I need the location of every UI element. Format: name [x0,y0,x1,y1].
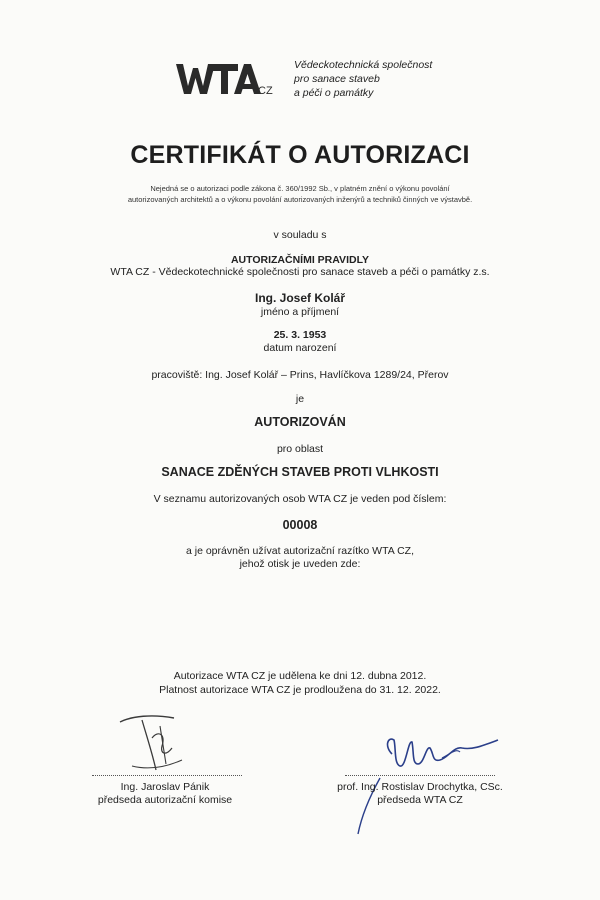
wta-logo-icon [176,60,286,100]
holder-name: Ing. Josef Kolář [254,291,346,305]
is-text: je [295,393,305,405]
certificate-title: CERTIFIKÁT O AUTORIZACI [130,141,470,169]
logo-cz-text: CZ [258,85,273,97]
left-signatory-name: Ing. Jaroslav Pánik [120,781,210,793]
left-signatory-role: předseda autorizační komise [97,794,233,806]
left-signature-line [92,775,242,776]
org-name [294,58,432,100]
right-signature [322,718,522,838]
stamp-note-line-2: jehož otisk je uveden zde: [239,558,361,570]
list-note: V seznamu autorizovaných osob WTA CZ je veden pod číslem: [153,493,447,505]
right-signatory-role: předseda WTA CZ [377,794,463,806]
rules-org: WTA CZ - Vědeckotechnické společnosti pro sanace staveb a péči o památky z.s. [110,266,490,278]
for-area-text: pro oblast [276,443,324,455]
validity-date: Platnost autorizace WTA CZ je prodloužena do 31. 12. 2022. [159,684,441,696]
registration-number: 00008 [282,518,318,532]
accordance-text: v souladu s [273,229,327,241]
authorized-area: SANACE ZDĚNÝCH STAVEB PROTI VLHKOSTI [161,465,439,479]
legal-note [0,183,600,205]
org-line-3: a péči o památky [294,87,374,99]
legal-note-line-1: Nejedná se o autorizaci podle zákona č. 360/1992 Sb., v platném znění o výkonu povolání [150,184,450,193]
org-line-2: pro sanace staveb [294,73,380,85]
right-signature-line [345,775,495,776]
birth-date: 25. 3. 1953 [273,329,327,341]
org-line-1: Vědeckotechnická společnost [294,59,433,71]
rules-heading: AUTORIZAČNÍMI PRAVIDLY [230,254,370,266]
workplace: pracoviště: Ing. Josef Kolář – Prins, Havlíčkova 1289/24, Přerov [151,369,449,381]
birth-date-label: datum narození [263,342,337,354]
granted-date: Autorizace WTA CZ je udělena ke dni 12. dubna 2012. [173,670,427,682]
authorized-status: AUTORIZOVÁN [254,415,346,429]
left-signatory [60,781,270,807]
stamp-note-line-1: a je oprávněn užívat autorizační razítko WTA CZ, [186,545,414,557]
wta-cz-logo [176,60,286,100]
left-signature [112,708,202,778]
legal-note-line-2: autorizovaných architektů a o výkonu povolání autorizovaných inženýrů a techniků činných ve výstavbě. [127,195,473,204]
holder-name-label: jméno a příjmení [260,306,340,318]
right-signatory [310,781,530,807]
right-signatory-name: prof. Ing. Rostislav Drochytka, CSc. [337,781,503,793]
